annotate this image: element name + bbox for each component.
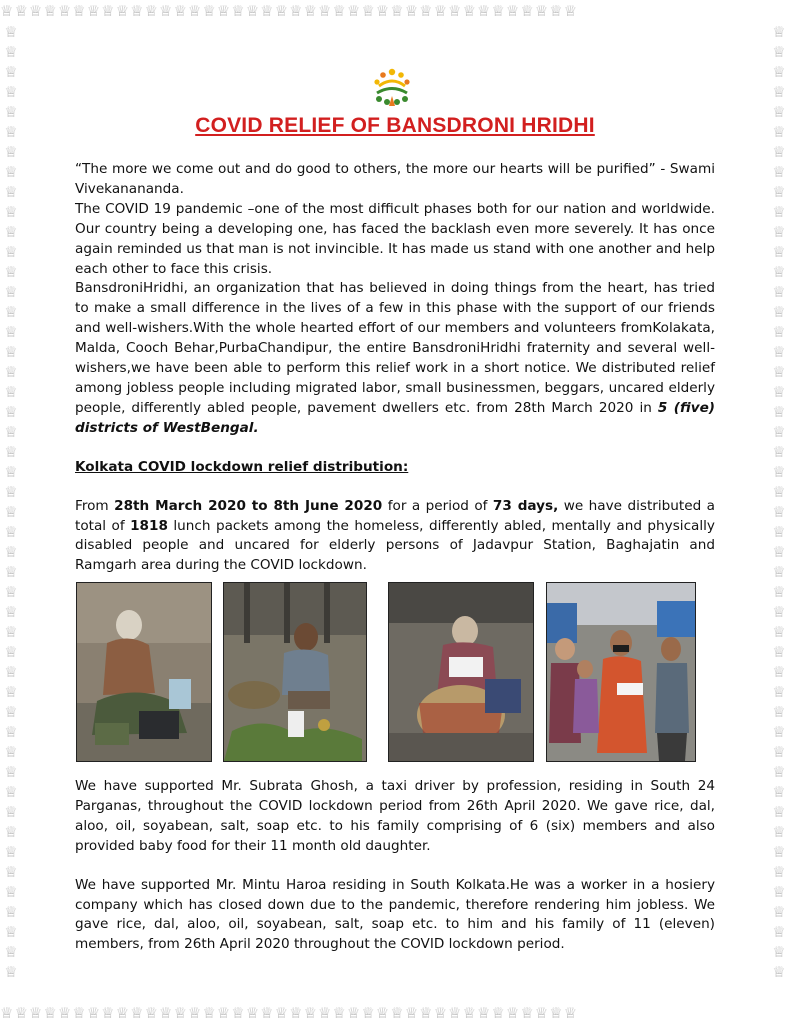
person-figure-icon: ♕ xyxy=(772,463,786,481)
person-figure-icon: ♕ xyxy=(772,183,786,201)
person-figure-icon: ♕ xyxy=(86,2,102,20)
person-figure-icon: ♕ xyxy=(772,563,786,581)
person-figure-icon: ♕ xyxy=(317,2,333,20)
person-figure-icon: ♕ xyxy=(317,1004,333,1022)
person-figure-icon: ♕ xyxy=(433,1004,449,1022)
person-figure-icon: ♕ xyxy=(772,643,786,661)
person-figure-icon: ♕ xyxy=(4,303,18,321)
person-figure-icon: ♕ xyxy=(0,1004,15,1022)
person-figure-icon: ♕ xyxy=(772,443,786,461)
person-figure-icon: ♕ xyxy=(4,183,18,201)
quote-paragraph: “The more we come out and do good to others, the more our hearts will be purified” - Swami Vivekanananda. xyxy=(75,161,715,197)
person-figure-icon: ♕ xyxy=(491,1004,506,1022)
person-figure-icon: ♕ xyxy=(772,843,786,861)
person-figure-icon: ♕ xyxy=(772,303,786,321)
date-range: 28th March 2020 to 8th June 2020 xyxy=(114,497,383,514)
person-figure-icon: ♕ xyxy=(772,223,786,241)
person-figure-icon: ♕ xyxy=(202,2,217,20)
organization-paragraph xyxy=(75,279,715,438)
person-figure-icon: ♕ xyxy=(772,323,786,341)
person-figure-icon: ♕ xyxy=(0,2,15,20)
person-figure-icon: ♕ xyxy=(375,2,391,20)
person-figure-icon: ♕ xyxy=(4,903,18,921)
districts-emphasis: 5 (five) districts of WestBengal. xyxy=(75,399,715,436)
person-figure-icon: ♕ xyxy=(173,2,188,20)
person-figure-icon: ♕ xyxy=(772,623,786,641)
person-figure-icon: ♕ xyxy=(158,2,174,20)
page-border-top xyxy=(0,0,790,22)
person-figure-icon: ♕ xyxy=(772,283,786,301)
person-figure-icon: ♕ xyxy=(4,43,18,61)
person-figure-icon: ♕ xyxy=(332,2,347,20)
person-figure-icon: ♕ xyxy=(4,603,18,621)
person-figure-icon: ♕ xyxy=(772,543,786,561)
person-figure-icon: ♕ xyxy=(274,1004,290,1022)
person-figure-icon: ♕ xyxy=(4,283,18,301)
person-figure-icon: ♕ xyxy=(231,1004,246,1022)
person-figure-icon: ♕ xyxy=(4,163,18,181)
person-figure-icon: ♕ xyxy=(130,2,145,20)
person-figure-icon: ♕ xyxy=(4,23,18,41)
person-figure-icon: ♕ xyxy=(4,863,18,881)
person-figure-icon: ♕ xyxy=(534,1004,550,1022)
page-border-right xyxy=(768,22,790,1002)
distribution-text-2: for a period of xyxy=(387,497,488,514)
person-figure-icon: ♕ xyxy=(448,2,463,20)
person-figure-icon: ♕ xyxy=(4,543,18,561)
person-figure-icon: ♕ xyxy=(491,2,506,20)
person-figure-icon: ♕ xyxy=(772,883,786,901)
person-figure-icon: ♕ xyxy=(772,763,786,781)
person-figure-icon: ♕ xyxy=(772,823,786,841)
person-figure-icon: ♕ xyxy=(274,2,290,20)
person-figure-icon: ♕ xyxy=(419,1004,434,1022)
person-figure-icon: ♕ xyxy=(43,2,58,20)
packet-count: 1818 xyxy=(130,517,168,534)
person-figure-icon: ♕ xyxy=(4,703,18,721)
person-figure-icon: ♕ xyxy=(563,1004,579,1022)
person-figure-icon: ♕ xyxy=(43,1004,58,1022)
photo-street-man xyxy=(223,582,367,762)
person-figure-icon: ♕ xyxy=(772,743,786,761)
person-figure-icon: ♕ xyxy=(4,143,18,161)
person-figure-icon: ♕ xyxy=(4,683,18,701)
person-figure-icon: ♕ xyxy=(772,143,786,161)
person-figure-icon: ♕ xyxy=(520,2,535,20)
person-figure-icon: ♕ xyxy=(772,523,786,541)
distribution-text-4: lunch packets among the homeless, differently abled, mentally and physically disabled people and uncared for elderly persons of Jadavpur Station, Baghajatin and Ramgarh area during the COVID lockdown. xyxy=(75,517,715,574)
person-figure-icon: ♕ xyxy=(772,243,786,261)
person-figure-icon: ♕ xyxy=(260,2,275,20)
person-figure-icon: ♕ xyxy=(4,443,18,461)
person-figure-icon: ♕ xyxy=(4,923,18,941)
person-figure-icon: ♕ xyxy=(289,1004,304,1022)
person-figure-icon: ♕ xyxy=(476,2,492,20)
person-figure-icon: ♕ xyxy=(462,2,477,20)
page-border-left xyxy=(0,22,22,1002)
person-figure-icon: ♕ xyxy=(289,2,304,20)
person-figure-icon: ♕ xyxy=(130,1004,145,1022)
person-figure-icon: ♕ xyxy=(772,343,786,361)
person-figure-icon: ♕ xyxy=(433,2,449,20)
person-figure-icon: ♕ xyxy=(144,1004,159,1022)
person-figure-icon: ♕ xyxy=(4,763,18,781)
person-figure-icon: ♕ xyxy=(772,163,786,181)
person-figure-icon: ♕ xyxy=(4,963,18,981)
person-figure-icon: ♕ xyxy=(4,483,18,501)
person-figure-icon: ♕ xyxy=(772,23,786,41)
person-figure-icon: ♕ xyxy=(4,943,18,961)
person-figure-icon: ♕ xyxy=(534,2,550,20)
person-figure-icon: ♕ xyxy=(520,1004,535,1022)
person-figure-icon: ♕ xyxy=(4,643,18,661)
person-figure-icon: ♕ xyxy=(772,723,786,741)
photo-elderly-man xyxy=(76,582,212,762)
person-figure-icon: ♕ xyxy=(303,2,318,20)
person-figure-icon: ♕ xyxy=(4,743,18,761)
person-figure-icon: ♕ xyxy=(772,83,786,101)
page-title: COVID RELIEF OF BANSDRONI HRIDHI xyxy=(195,114,595,137)
person-figure-icon: ♕ xyxy=(260,1004,275,1022)
person-figure-icon: ♕ xyxy=(245,2,261,20)
person-figure-icon: ♕ xyxy=(476,1004,492,1022)
person-figure-icon: ♕ xyxy=(4,343,18,361)
person-figure-icon: ♕ xyxy=(115,2,131,20)
person-figure-icon: ♕ xyxy=(772,663,786,681)
person-figure-icon: ♕ xyxy=(549,2,564,20)
photo-gallery xyxy=(76,582,716,762)
person-figure-icon: ♕ xyxy=(4,723,18,741)
subrata-paragraph: We have supported Mr. Subrata Ghosh, a taxi driver by profession, residing in South 24 Parganas, throughout the COVID lockdown period from 26th April 2020. We gave rice, dal, aloo, oil, soyabean, salt, soap etc. to his family comprising of 6 (six) members and also provided baby food for their 11 month old daughter. xyxy=(75,778,715,854)
person-figure-icon: ♕ xyxy=(4,823,18,841)
person-figure-icon: ♕ xyxy=(4,623,18,641)
person-figure-icon: ♕ xyxy=(86,1004,102,1022)
person-figure-icon: ♕ xyxy=(4,803,18,821)
distribution-text-3: we have distributed a total of xyxy=(75,497,715,534)
person-figure-icon: ♕ xyxy=(772,683,786,701)
person-figure-icon: ♕ xyxy=(4,523,18,541)
person-figure-icon: ♕ xyxy=(72,1004,87,1022)
person-figure-icon: ♕ xyxy=(4,323,18,341)
person-figure-icon: ♕ xyxy=(57,2,73,20)
person-figure-icon: ♕ xyxy=(4,223,18,241)
person-figure-icon: ♕ xyxy=(346,1004,362,1022)
person-figure-icon: ♕ xyxy=(4,663,18,681)
person-figure-icon: ♕ xyxy=(772,43,786,61)
person-figure-icon: ♕ xyxy=(4,403,18,421)
person-figure-icon: ♕ xyxy=(772,423,786,441)
person-figure-icon: ♕ xyxy=(4,423,18,441)
person-figure-icon: ♕ xyxy=(772,363,786,381)
person-figure-icon: ♕ xyxy=(4,203,18,221)
hridhi-logo-icon xyxy=(370,66,414,110)
person-figure-icon: ♕ xyxy=(4,123,18,141)
person-figure-icon: ♕ xyxy=(202,1004,217,1022)
support-stories xyxy=(75,777,715,955)
person-figure-icon: ♕ xyxy=(72,2,87,20)
person-figure-icon: ♕ xyxy=(4,503,18,521)
person-figure-icon: ♕ xyxy=(772,263,786,281)
intro-paragraph: The COVID 19 pandemic –one of the most difficult phases both for our nation and worldwide. Our country being a developing one, has faced the backlash even more severely. It has once again reminded us that man is not invincible. It has made us stand with one another and help each other to face this crisis. xyxy=(75,200,715,277)
person-figure-icon: ♕ xyxy=(346,2,362,20)
person-figure-icon: ♕ xyxy=(4,463,18,481)
person-figure-icon: ♕ xyxy=(245,1004,261,1022)
person-figure-icon: ♕ xyxy=(101,1004,116,1022)
person-figure-icon: ♕ xyxy=(772,583,786,601)
person-figure-icon: ♕ xyxy=(4,243,18,261)
person-figure-icon: ♕ xyxy=(772,963,786,981)
person-figure-icon: ♕ xyxy=(4,783,18,801)
distribution-paragraph xyxy=(75,497,715,577)
page-border-bottom xyxy=(0,1002,790,1024)
main-content xyxy=(75,160,715,576)
person-figure-icon: ♕ xyxy=(28,1004,44,1022)
photo-women-masks xyxy=(546,582,696,762)
person-figure-icon: ♕ xyxy=(361,1004,376,1022)
organization-text: BansdroniHridhi, an organization that has believed in doing things from the heart, has tried to make a small difference in the lives of a few in this phase with the support of our friends and well-wishers.With the whole hearted effort of our members and volunteers fromKolakata, Malda, Cooch Behar,PurbaChandipur, the entire BansdroniHridhi fraternity and several well-wishers,we have been able to perform this relief work in a short notice. We distributed relief among jobless people including migrated labor, small businessmen, beggars, uncared elderly people, differently abled people, pavement dwellers etc. from 28th March 2020 in xyxy=(75,280,715,416)
mintu-paragraph: We have supported Mr. Mintu Haroa residing in South Kolkata.He was a worker in a hosiery company which has closed down due to the pandemic, therefore rendering him jobless. We gave rice, dal, aloo, oil, soyabean, salt, soap etc. to him and his family of 11 (eleven) members, from 26th April 2020 throughout the COVID lockdown period. xyxy=(75,876,715,953)
person-figure-icon: ♕ xyxy=(505,2,521,20)
person-figure-icon: ♕ xyxy=(187,1004,203,1022)
person-figure-icon: ♕ xyxy=(14,2,29,20)
person-figure-icon: ♕ xyxy=(4,83,18,101)
person-figure-icon: ♕ xyxy=(772,103,786,121)
person-figure-icon: ♕ xyxy=(187,2,203,20)
person-figure-icon: ♕ xyxy=(115,1004,131,1022)
person-figure-icon: ♕ xyxy=(419,2,434,20)
person-figure-icon: ♕ xyxy=(772,483,786,501)
person-figure-icon: ♕ xyxy=(772,903,786,921)
person-figure-icon: ♕ xyxy=(216,2,232,20)
person-figure-icon: ♕ xyxy=(28,2,44,20)
person-figure-icon: ♕ xyxy=(772,923,786,941)
person-figure-icon: ♕ xyxy=(772,383,786,401)
person-figure-icon: ♕ xyxy=(390,2,405,20)
person-figure-icon: ♕ xyxy=(144,2,159,20)
person-figure-icon: ♕ xyxy=(4,883,18,901)
person-figure-icon: ♕ xyxy=(303,1004,318,1022)
person-figure-icon: ♕ xyxy=(772,863,786,881)
photo-elderly-woman xyxy=(388,582,534,762)
person-figure-icon: ♕ xyxy=(772,703,786,721)
person-figure-icon: ♕ xyxy=(375,1004,391,1022)
person-figure-icon: ♕ xyxy=(772,603,786,621)
person-figure-icon: ♕ xyxy=(772,943,786,961)
person-figure-icon: ♕ xyxy=(231,2,246,20)
person-figure-icon: ♕ xyxy=(361,2,376,20)
person-figure-icon: ♕ xyxy=(57,1004,73,1022)
day-count: 73 days, xyxy=(492,497,559,514)
person-figure-icon: ♕ xyxy=(404,2,420,20)
person-figure-icon: ♕ xyxy=(101,2,116,20)
section-heading: Kolkata COVID lockdown relief distribution: xyxy=(75,458,409,475)
person-figure-icon: ♕ xyxy=(332,1004,347,1022)
person-figure-icon: ♕ xyxy=(448,1004,463,1022)
person-figure-icon: ♕ xyxy=(4,363,18,381)
person-figure-icon: ♕ xyxy=(772,503,786,521)
person-figure-icon: ♕ xyxy=(158,1004,174,1022)
person-figure-icon: ♕ xyxy=(549,1004,564,1022)
person-figure-icon: ♕ xyxy=(772,783,786,801)
person-figure-icon: ♕ xyxy=(216,1004,232,1022)
person-figure-icon: ♕ xyxy=(4,263,18,281)
person-figure-icon: ♕ xyxy=(563,2,579,20)
person-figure-icon: ♕ xyxy=(462,1004,477,1022)
distribution-text-1: From xyxy=(75,497,109,514)
person-figure-icon: ♕ xyxy=(772,203,786,221)
person-figure-icon: ♕ xyxy=(173,1004,188,1022)
person-figure-icon: ♕ xyxy=(404,1004,420,1022)
person-figure-icon: ♕ xyxy=(772,63,786,81)
person-figure-icon: ♕ xyxy=(4,63,18,81)
person-figure-icon: ♕ xyxy=(505,1004,521,1022)
person-figure-icon: ♕ xyxy=(772,403,786,421)
person-figure-icon: ♕ xyxy=(4,563,18,581)
person-figure-icon: ♕ xyxy=(772,123,786,141)
person-figure-icon: ♕ xyxy=(4,843,18,861)
person-figure-icon: ♕ xyxy=(4,383,18,401)
person-figure-icon: ♕ xyxy=(4,103,18,121)
person-figure-icon: ♕ xyxy=(4,583,18,601)
person-figure-icon: ♕ xyxy=(390,1004,405,1022)
person-figure-icon: ♕ xyxy=(772,803,786,821)
person-figure-icon: ♕ xyxy=(14,1004,29,1022)
